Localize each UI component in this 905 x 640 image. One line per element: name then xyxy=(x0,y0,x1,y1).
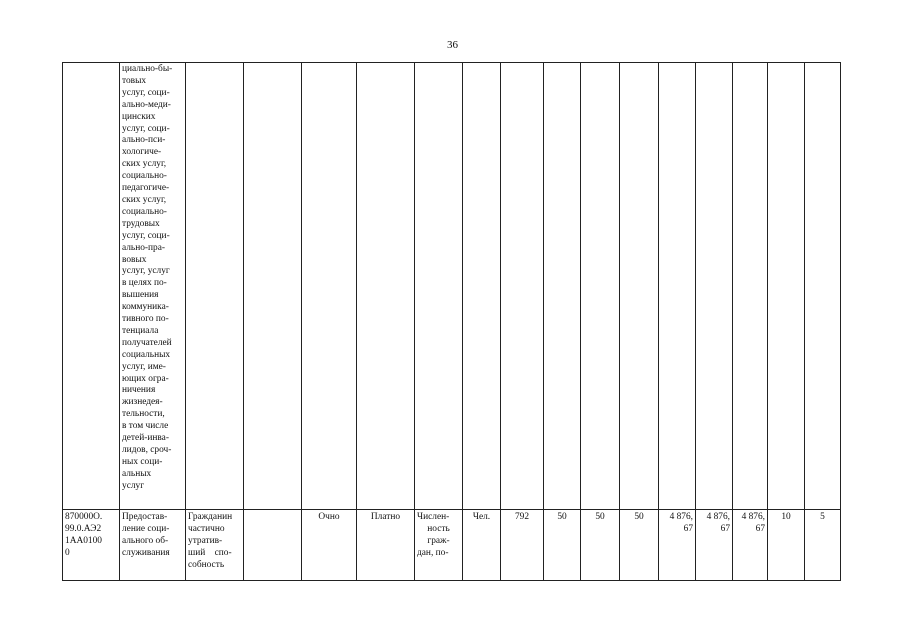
price-line: 4 876, xyxy=(741,512,765,522)
service-name-line: ление соци- xyxy=(122,523,170,534)
indicator-line: Числен- xyxy=(417,512,450,522)
cell-empty xyxy=(768,63,805,510)
service-description-line: в целях по- xyxy=(122,278,167,289)
cell-empty xyxy=(659,63,696,510)
cell-indicator-name xyxy=(415,510,463,581)
service-description-line: тивного по- xyxy=(122,314,169,325)
service-description-line: услуг xyxy=(122,480,145,491)
price-line: 67 xyxy=(755,523,765,534)
price-line: 4 876, xyxy=(669,512,693,522)
service-description-line: ально-пси- xyxy=(122,135,166,146)
service-table xyxy=(62,62,841,581)
service-description-line: услуг, соци- xyxy=(122,123,170,134)
service-description-line: услуг, име- xyxy=(122,361,166,372)
page-number: 36 xyxy=(447,39,458,51)
price-line: 67 xyxy=(683,523,693,534)
service-description-line: социально- xyxy=(122,206,167,217)
service-description-line: вовых xyxy=(122,254,147,265)
service-description-line: тельности, xyxy=(122,409,165,420)
registry-code-line: 99.0.АЭ2 xyxy=(65,523,102,534)
cell-value-year-2: 50 xyxy=(581,510,620,581)
service-description-lines xyxy=(122,64,183,493)
service-description-line: вышения xyxy=(122,290,159,301)
indicator-line: ность xyxy=(427,523,450,534)
cell-unit: Чел. xyxy=(463,510,501,581)
service-description-line: ально-пра- xyxy=(122,242,166,253)
service-description-line: ских услуг, xyxy=(122,159,167,170)
cell-service-description-continued xyxy=(120,63,186,510)
service-description-line: товых xyxy=(122,75,147,86)
cell-price-year-1 xyxy=(659,510,696,581)
service-description-line: ских услуг, xyxy=(122,194,167,205)
cell-deviation-absolute: 5 xyxy=(805,510,841,581)
cell-empty xyxy=(581,63,620,510)
service-description-line: тенциала xyxy=(122,325,159,336)
recipient-category-line: ший спо- xyxy=(188,547,232,558)
service-description-line: социальных xyxy=(122,349,171,360)
service-description-line: коммуника- xyxy=(122,302,169,313)
registry-code-line: 870000О. xyxy=(65,512,103,522)
cell-empty xyxy=(463,63,501,510)
cell-empty xyxy=(186,63,244,510)
service-description-line: цинских xyxy=(122,111,156,122)
cell-price-year-3 xyxy=(733,510,768,581)
service-description-line: ничения xyxy=(122,385,156,396)
cell-deviation-percent: 10 xyxy=(768,510,805,581)
cell-empty xyxy=(733,63,768,510)
cell-empty xyxy=(415,63,463,510)
service-description-line: трудовых xyxy=(122,218,160,229)
cell-empty xyxy=(620,63,659,510)
service-description-line: ально-меди- xyxy=(122,99,171,110)
service-description-line: циально-бы- xyxy=(122,64,173,74)
recipient-category-line: частично xyxy=(188,523,225,534)
cell-empty xyxy=(244,63,302,510)
service-description-line: получателей xyxy=(122,337,172,348)
recipient-category-line: Гражданин xyxy=(188,512,233,522)
recipient-category-line: утратив- xyxy=(188,535,223,546)
service-description-line: педагогиче- xyxy=(122,183,170,194)
service-description-line: альных xyxy=(122,468,152,479)
cell-value-year-3: 50 xyxy=(620,510,659,581)
service-description-line: услуг, услуг xyxy=(122,266,170,277)
price-line: 67 xyxy=(720,523,730,534)
indicator-line: граж- xyxy=(427,535,450,546)
service-description-line: хологиче- xyxy=(122,147,162,158)
cell-service-name xyxy=(120,510,186,581)
cell-empty xyxy=(357,63,415,510)
cell-price-year-2 xyxy=(696,510,733,581)
service-description-line: услуг, соци- xyxy=(122,230,170,241)
table-row-continued xyxy=(63,63,841,510)
service-name-line: ального об- xyxy=(122,535,169,546)
cell-payment-type: Платно xyxy=(357,510,415,581)
cell-empty xyxy=(63,63,120,510)
cell-recipient-category xyxy=(186,510,244,581)
cell-empty xyxy=(244,510,302,581)
service-description-line: социально- xyxy=(122,171,167,182)
cell-empty xyxy=(544,63,581,510)
indicator-line: дан, по- xyxy=(417,547,449,558)
service-description-line: услуг, соци- xyxy=(122,87,170,98)
service-description-line: жизнедея- xyxy=(122,397,163,408)
service-name-line: Предостав- xyxy=(122,512,168,522)
service-description-line: лидов, сроч- xyxy=(122,445,172,455)
cell-okei-code: 792 xyxy=(501,510,544,581)
cell-empty xyxy=(696,63,733,510)
cell-value-year-1: 50 xyxy=(544,510,581,581)
cell-empty xyxy=(302,63,357,510)
service-description-line: детей-инва- xyxy=(122,433,169,444)
service-description-line: в том числе xyxy=(122,421,169,432)
price-line: 4 876, xyxy=(706,512,730,522)
recipient-category-line: собность xyxy=(188,559,225,570)
service-name-line: служивания xyxy=(122,547,170,558)
registry-code-line: 0 xyxy=(65,547,70,558)
service-description-line: ющих огра- xyxy=(122,373,169,384)
cell-empty xyxy=(501,63,544,510)
registry-code-line: 1АА0100 xyxy=(65,535,102,546)
service-description-line: ных соци- xyxy=(122,456,163,467)
table-row-service xyxy=(63,510,841,581)
cell-service-form: Очно xyxy=(302,510,357,581)
cell-empty xyxy=(805,63,841,510)
cell-registry-code xyxy=(63,510,120,581)
